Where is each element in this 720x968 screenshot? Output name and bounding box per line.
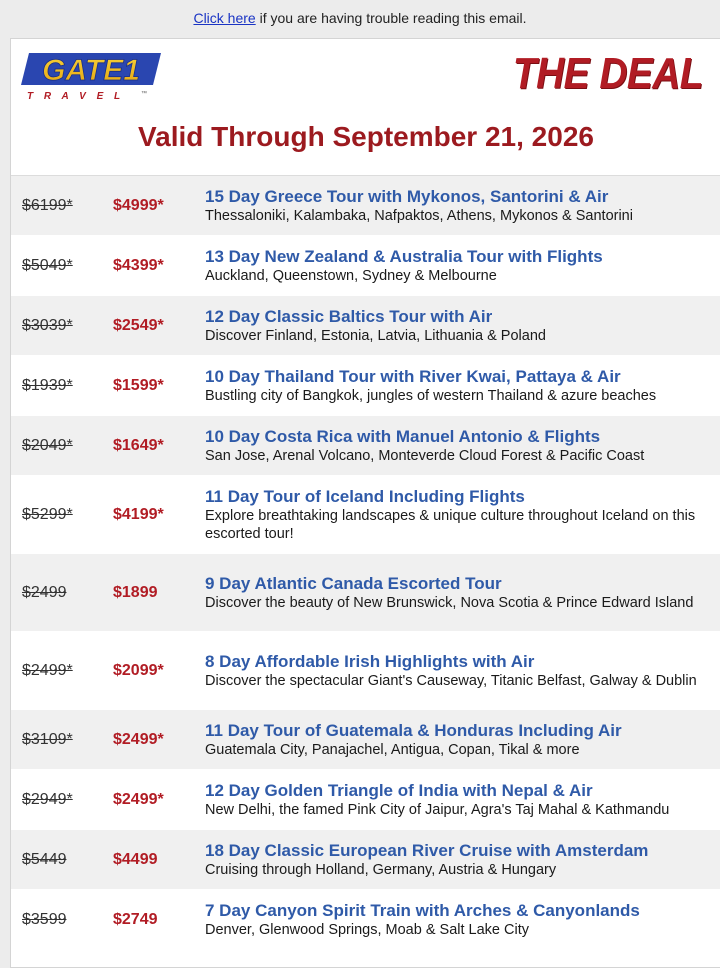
deal-description: Explore breathtaking landscapes & unique culture throughout Iceland on this escorted tour! bbox=[205, 507, 696, 542]
sale-price: $4499 bbox=[113, 850, 158, 868]
deal-title-link[interactable]: 13 Day New Zealand & Australia Tour with Flights bbox=[205, 246, 603, 266]
original-price: $5299* bbox=[22, 505, 73, 523]
deal-info bbox=[205, 187, 720, 225]
sale-price: $2749 bbox=[113, 910, 158, 928]
original-price: $3039* bbox=[22, 316, 73, 334]
click-here-link[interactable]: Click here bbox=[193, 10, 256, 26]
validity-heading: Valid Through September 21, 2026 bbox=[138, 121, 594, 152]
deal-row[interactable] bbox=[11, 554, 720, 632]
deal-row[interactable] bbox=[11, 356, 720, 416]
deal-description: Discover the spectacular Giant's Causeway, Titanic Belfast, Galway & Dublin bbox=[205, 672, 697, 689]
deal-info bbox=[205, 721, 720, 759]
deal-row[interactable] bbox=[11, 632, 720, 710]
email-header bbox=[11, 39, 720, 175]
original-price: $3599 bbox=[22, 910, 67, 928]
deal-title-link[interactable]: 11 Day Tour of Iceland Including Flights bbox=[205, 486, 525, 506]
deal-description: Cruising through Holland, Germany, Austria & Hungary bbox=[205, 861, 557, 878]
preheader-text: if you are having trouble reading this email. bbox=[255, 10, 527, 26]
preheader bbox=[0, 0, 720, 38]
deal-info bbox=[205, 247, 720, 285]
original-price: $2049* bbox=[22, 436, 73, 454]
deal-title-link[interactable]: 11 Day Tour of Guatemala & Honduras Including Air bbox=[205, 720, 622, 740]
original-price: $2499* bbox=[22, 661, 73, 679]
deal-row[interactable] bbox=[11, 176, 720, 236]
deal-description: Denver, Glenwood Springs, Moab & Salt Lake City bbox=[205, 921, 529, 938]
deal-description: Guatemala City, Panajachel, Antigua, Copan, Tikal & more bbox=[205, 741, 580, 758]
deal-description: New Delhi, the famed Pink City of Jaipur, Agra's Taj Mahal & Kathmandu bbox=[205, 801, 670, 818]
deal-title-link[interactable]: 10 Day Thailand Tour with River Kwai, Pattaya & Air bbox=[205, 366, 621, 386]
sale-price: $1899 bbox=[113, 583, 158, 601]
deal-info bbox=[205, 307, 720, 345]
deal-title-link[interactable]: 15 Day Greece Tour with Mykonos, Santorini & Air bbox=[205, 186, 609, 206]
sale-price: $2549* bbox=[113, 316, 164, 334]
the-deal-title: THE DEAL bbox=[512, 49, 703, 98]
deals-list bbox=[11, 175, 720, 950]
deal-info bbox=[205, 427, 720, 465]
deal-row[interactable] bbox=[11, 890, 720, 950]
deal-description: Thessaloniki, Kalambaka, Nafpaktos, Athens, Mykonos & Santorini bbox=[205, 207, 633, 224]
deal-title-link[interactable]: 12 Day Classic Baltics Tour with Air bbox=[205, 306, 493, 326]
logo-subtext: T R A V E L bbox=[27, 91, 125, 102]
sale-price: $4199* bbox=[113, 505, 164, 523]
deal-row[interactable] bbox=[11, 476, 720, 554]
deal-row[interactable] bbox=[11, 710, 720, 770]
original-price: $1939* bbox=[22, 376, 73, 394]
deal-info bbox=[205, 574, 720, 612]
deal-info bbox=[205, 652, 720, 690]
deal-description: Discover Finland, Estonia, Latvia, Lithuania & Poland bbox=[205, 327, 546, 344]
original-price: $5449 bbox=[22, 850, 67, 868]
sale-price: $2499* bbox=[113, 790, 164, 808]
deal-row[interactable] bbox=[11, 416, 720, 476]
deal-row[interactable] bbox=[11, 770, 720, 830]
deal-title-link[interactable]: 18 Day Classic European River Cruise with Amsterdam bbox=[205, 840, 649, 860]
sale-price: $2499* bbox=[113, 730, 164, 748]
original-price: $6199* bbox=[22, 196, 73, 214]
sale-price: $1599* bbox=[113, 376, 164, 394]
deal-title-link[interactable]: 9 Day Atlantic Canada Escorted Tour bbox=[205, 573, 502, 593]
original-price: $3109* bbox=[22, 730, 73, 748]
original-price: $2949* bbox=[22, 790, 73, 808]
deal-info bbox=[205, 487, 720, 543]
deal-title-link[interactable]: 7 Day Canyon Spirit Train with Arches & Canyonlands bbox=[205, 900, 640, 920]
deal-info bbox=[205, 841, 720, 879]
deal-info bbox=[205, 367, 720, 405]
deal-info bbox=[205, 901, 720, 939]
deal-title-link[interactable]: 10 Day Costa Rica with Manuel Antonio & Flights bbox=[205, 426, 601, 446]
deal-description: San Jose, Arenal Volcano, Monteverde Cloud Forest & Pacific Coast bbox=[205, 447, 645, 464]
deal-title-link[interactable]: 8 Day Affordable Irish Highlights with Air bbox=[205, 651, 535, 671]
original-price: $2499 bbox=[22, 583, 67, 601]
original-price: $5049* bbox=[22, 256, 73, 274]
deal-row[interactable] bbox=[11, 296, 720, 356]
deal-description: Bustling city of Bangkok, jungles of western Thailand & azure beaches bbox=[205, 387, 657, 404]
deal-info bbox=[205, 781, 720, 819]
deal-title-link[interactable]: 12 Day Golden Triangle of India with Nepal & Air bbox=[205, 780, 593, 800]
sale-price: $1649* bbox=[113, 436, 164, 454]
email-card bbox=[10, 38, 720, 968]
sale-price: $4999* bbox=[113, 196, 164, 214]
deal-row[interactable] bbox=[11, 830, 720, 890]
sale-price: $2099* bbox=[113, 661, 164, 679]
gate1-travel-logo[interactable] bbox=[21, 51, 163, 103]
deal-row[interactable] bbox=[11, 236, 720, 296]
logo-wordmark: GATE1 bbox=[42, 54, 140, 87]
logo-tm: ™ bbox=[141, 91, 147, 97]
deal-description: Discover the beauty of New Brunswick, Nova Scotia & Prince Edward Island bbox=[205, 594, 694, 611]
deal-description: Auckland, Queenstown, Sydney & Melbourne bbox=[205, 267, 497, 284]
sale-price: $4399* bbox=[113, 256, 164, 274]
